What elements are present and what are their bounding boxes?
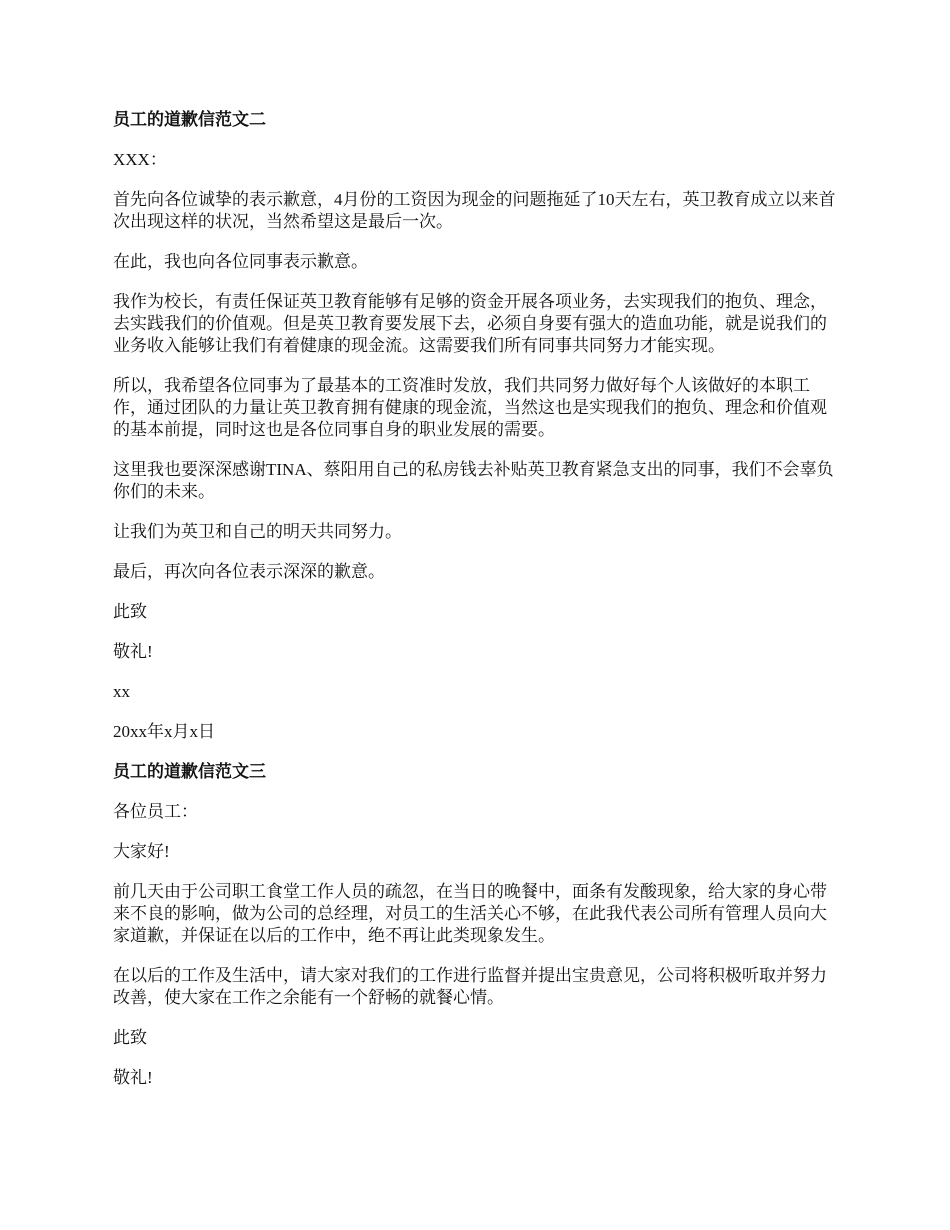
section-2-paragraph: 这里我也要深深感谢TINA、蔡阳用自己的私房钱去补贴英卫教育紧急支出的同事，我们不会辜负你们的未来。 bbox=[113, 460, 834, 501]
section-3-closing-2: 敬礼! bbox=[113, 1068, 153, 1087]
section-2-paragraph: 让我们为英卫和自己的明天共同努力。 bbox=[113, 522, 402, 541]
section-2-closing-1: 此致 bbox=[113, 602, 147, 621]
section-2-paragraph: 在此，我也向各位同事表示歉意。 bbox=[113, 252, 368, 271]
section-3-closing-1: 此致 bbox=[113, 1028, 147, 1047]
section-3-paragraph: 前几天由于公司职工食堂工作人员的疏忽，在当日的晚餐中，面条有发酸现象，给大家的身心带来不良的影响，做为公司的总经理，对员工的生活关心不够，在此我代表公司所有管理人员向大家道歉，并保证在以后的工作中，绝不再让此类现象发生。 bbox=[113, 882, 827, 945]
section-2-paragraph: 首先向各位诚挚的表示歉意，4月份的工资因为现金的问题拖延了10天左右，英卫教育成立以来首次出现这样的状况，当然希望这是最后一次。 bbox=[113, 190, 836, 231]
section-2-closing-2: 敬礼! bbox=[113, 642, 153, 661]
section-2-date: 20xx年x月x日 bbox=[113, 722, 215, 741]
section-3-salutation: 各位员工： bbox=[113, 802, 198, 821]
section-2-salutation: XXX： bbox=[113, 150, 167, 169]
section-3-paragraph: 在以后的工作及生活中，请大家对我们的工作进行监督并提出宝贵意见，公司将积极听取并努力改善，使大家在工作之余能有一个舒畅的就餐心情。 bbox=[113, 966, 827, 1007]
document-page bbox=[113, 109, 841, 1107]
section-2-paragraph: 所以，我希望各位同事为了最基本的工资准时发放，我们共同努力做好每个人该做好的本职工作，通过团队的力量让英卫教育拥有健康的现金流，当然这也是实现我们的抱负、理念和价值观的基本前提，同时这也是各位同事自身的职业发展的需要。 bbox=[113, 376, 827, 439]
section-2-signature: xx bbox=[113, 682, 130, 701]
section-3-title: 员工的道歉信范文三 bbox=[113, 762, 266, 781]
section-2-title: 员工的道歉信范文二 bbox=[113, 110, 266, 129]
section-3-greeting: 大家好! bbox=[113, 842, 170, 861]
section-2-paragraph: 我作为校长，有责任保证英卫教育能够有足够的资金开展各项业务，去实现我们的抱负、理念，去实践我们的价值观。但是英卫教育要发展下去，必须自身要有强大的造血功能，就是说我们的业务收入能够让我们有着健康的现金流。这需要我们所有同事共同努力才能实现。 bbox=[113, 292, 827, 355]
section-2-paragraph: 最后，再次向各位表示深深的歉意。 bbox=[113, 562, 385, 581]
